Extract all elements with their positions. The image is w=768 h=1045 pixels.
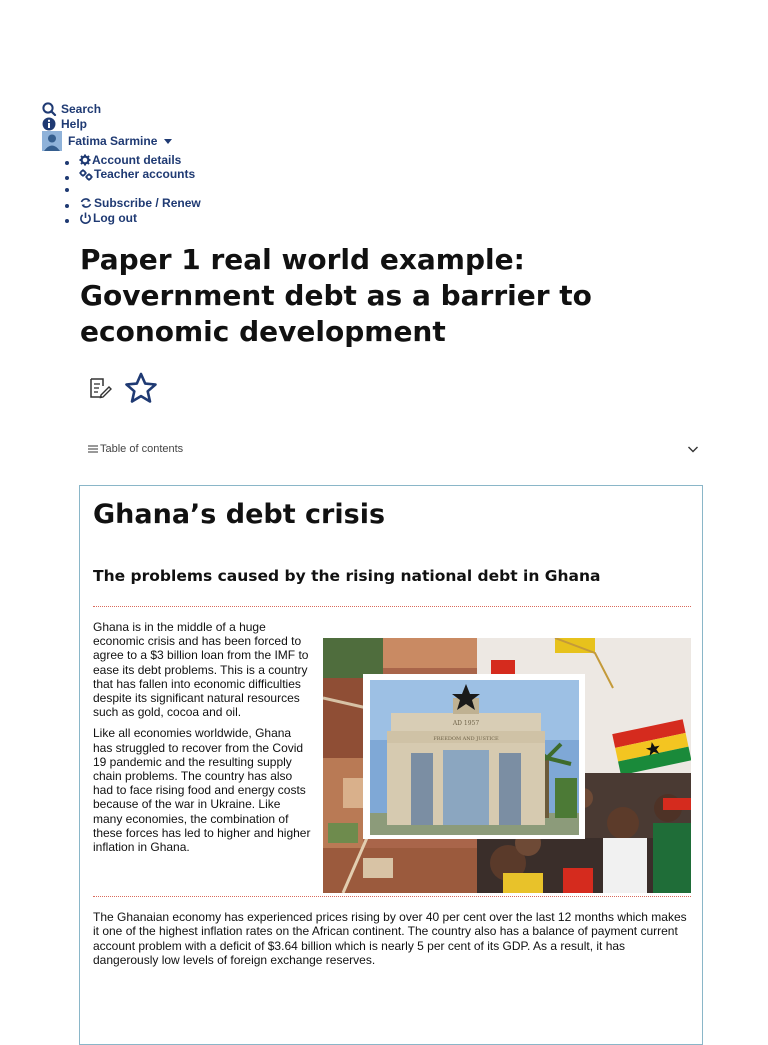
avatar: [42, 131, 62, 151]
divider: [93, 606, 691, 607]
page-actions: [88, 372, 158, 409]
paragraph: Like all economies worldwide, Ghana has struggled to recover from the Covid 19 pandemic and the resulting supply chain problems. The country has also had to face rising food and energy costs because of the war in Ukraine. Like many economies, the combination of these forces has led to higher and higher inflation in Ghana.: [93, 726, 311, 855]
chevron-down-icon: [687, 444, 699, 454]
refresh-icon: [79, 197, 93, 209]
menu-item-label: • Teacher accounts: [94, 167, 196, 182]
menu-item-account-details[interactable]: [79, 153, 201, 167]
menu-item-subscribe-renew[interactable]: [79, 196, 201, 210]
user-menu: [42, 153, 201, 225]
list-icon: [87, 444, 99, 454]
menu-item-label: • Subscribe / Renew: [94, 196, 201, 211]
article-subheading: The problems caused by the rising national debt in Ghana: [93, 567, 601, 585]
notes-button[interactable]: [88, 376, 112, 405]
menu-item-label: • Log out: [93, 210, 137, 225]
user-menu-toggle[interactable]: [42, 130, 201, 152]
menu-item-label: • Account details: [92, 153, 182, 167]
menu-item-empty: [79, 182, 201, 196]
monument-inscription: FREEDOM AND JUSTICE: [433, 736, 499, 742]
user-name: Fatima Sarmine: [68, 134, 158, 148]
menu-item-teacher-accounts[interactable]: [79, 167, 201, 181]
paragraph: Ghana is in the middle of a huge economic crisis and has been forced to agree to a $3 billion loan from the IMF to ease its debt problems. This is a country that has fallen into economic difficulties despite its significant natural resources such as gold, cocoa and oil.: [93, 620, 309, 720]
page-title: Paper 1 real world example: Government debt as a barrier to economic development: [80, 243, 592, 348]
menu-item-log-out[interactable]: [79, 211, 201, 225]
monument-inscription-top: AD 1957: [452, 720, 480, 727]
toc-label: Table of contents: [100, 443, 184, 455]
top-nav: [42, 101, 201, 225]
chevron-down-icon: [164, 139, 172, 144]
divider: [93, 896, 691, 897]
ghana-collage-image: [323, 638, 691, 893]
article-intro: [93, 620, 311, 861]
gear-icon: [79, 154, 91, 166]
paragraph: The Ghanaian economy has experienced prices rising by over 40 per cent over the last 12 months which makes it one of the highest inflation rates on the African continent. The country also has a balance of payment current account problem with a deficit of $3.64 billion which is nearly 5 per cent of its GDP. As a result, it has dangerously low levels of foreign exchange reserves.: [93, 910, 687, 967]
search-label: Search: [61, 101, 102, 116]
search-icon: [42, 102, 58, 116]
article-heading: Ghana’s debt crisis: [93, 499, 386, 530]
help-link[interactable]: [42, 116, 201, 131]
power-icon: [79, 212, 92, 224]
star-icon: [124, 372, 158, 404]
favourite-button[interactable]: [124, 372, 158, 409]
user-icon: [42, 131, 62, 151]
gears-icon: [79, 169, 93, 181]
article-card: [79, 485, 703, 1045]
help-label: Help: [61, 116, 88, 131]
info-icon: [42, 117, 58, 131]
search-link[interactable]: [42, 101, 201, 116]
notes-icon: [88, 376, 112, 400]
table-of-contents-toggle[interactable]: [87, 443, 699, 455]
